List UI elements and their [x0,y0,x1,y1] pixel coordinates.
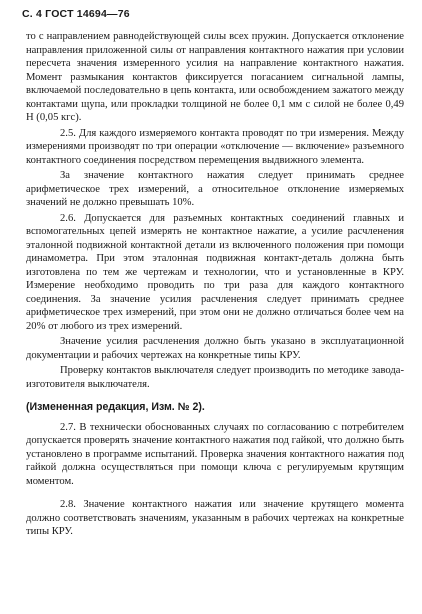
paragraph-2-5-mean: За значение контактного нажатия следует принимать среднее арифметическое трех измерений, а относительное отклонение измеряемых значений не должно превышать 10%. [26,170,404,208]
page-header: С. 4 ГОСТ 14694—76 [22,8,130,20]
paragraph-2-6: 2.6. Допускается для разъемных контактных соединений главных и вспомогательных цепей измерять не контактное нажатие, а усилие расчленения эталонной подвижной контактной детали из включенного положения при помощи динамометра. При этом эталонная подвижная контакт-деталь должна быть изготовлена по тем же чертежам и технологии, что и установленные в КРУ. Измерение необходимо проводить по три раза для каждого контактного соединения. За значение усилия расчленения следует принимать среднее арифметическое трех измерений, при этом они не должно отличаться более чем на 20% от любого из трех измерений. [26,212,404,332]
paragraph-2-5: 2.5. Для каждого измеряемого контакта проводят по три измерения. Между измерениями производят по три операции «отключение — включение» разъемного контактного соединения посредством перемещения выдвижного элемента. [26,127,404,166]
paragraph-breaker-check: Проверку контактов выключателя следует производить по методике завода-изготовителя выключателя. [26,365,404,390]
amendment-note: (Измененная редакция, Изм. № 2). [26,401,205,413]
paragraph-continuation: то с направлением равнодействующей силы всех пружин. Допускается отклонение направления приложенной силы от направления контактного нажатия при условии пересчета значения измеренного усилия на направление контактного нажатия. Момент размыкания контактов фиксируется погасанием сигнальной лампы, включаемой последовательно в цепь контакта, или освобождением зажатого между контактами щупа, или прокладки толщиной не более 0,1 мм с силой не более 0,49 Н (0,05 кгс). [26,31,404,123]
paragraph-2-8: 2.8. Значение контактного нажатия или значение крутящего момента должно соответствовать значениям, указанным в рабочих чертежах на конкретные типы КРУ. [26,499,404,537]
paragraph-2-7: 2.7. В технически обоснованных случаях по согласованию с потребителем допускается проверять значение контактного нажатия под гайкой, что должно быть установлено в программе испытаний. Проверка значения контактного нажатия под гайкой должна осуществляться при помощи ключа с регулируемым крутящим моментом. [26,421,404,487]
document-body [26,30,404,539]
paragraph-separation-value: Значение усилия расчленения должно быть указано в эксплуатационной документации и рабочих чертежах на конкретные типы КРУ. [26,336,404,361]
